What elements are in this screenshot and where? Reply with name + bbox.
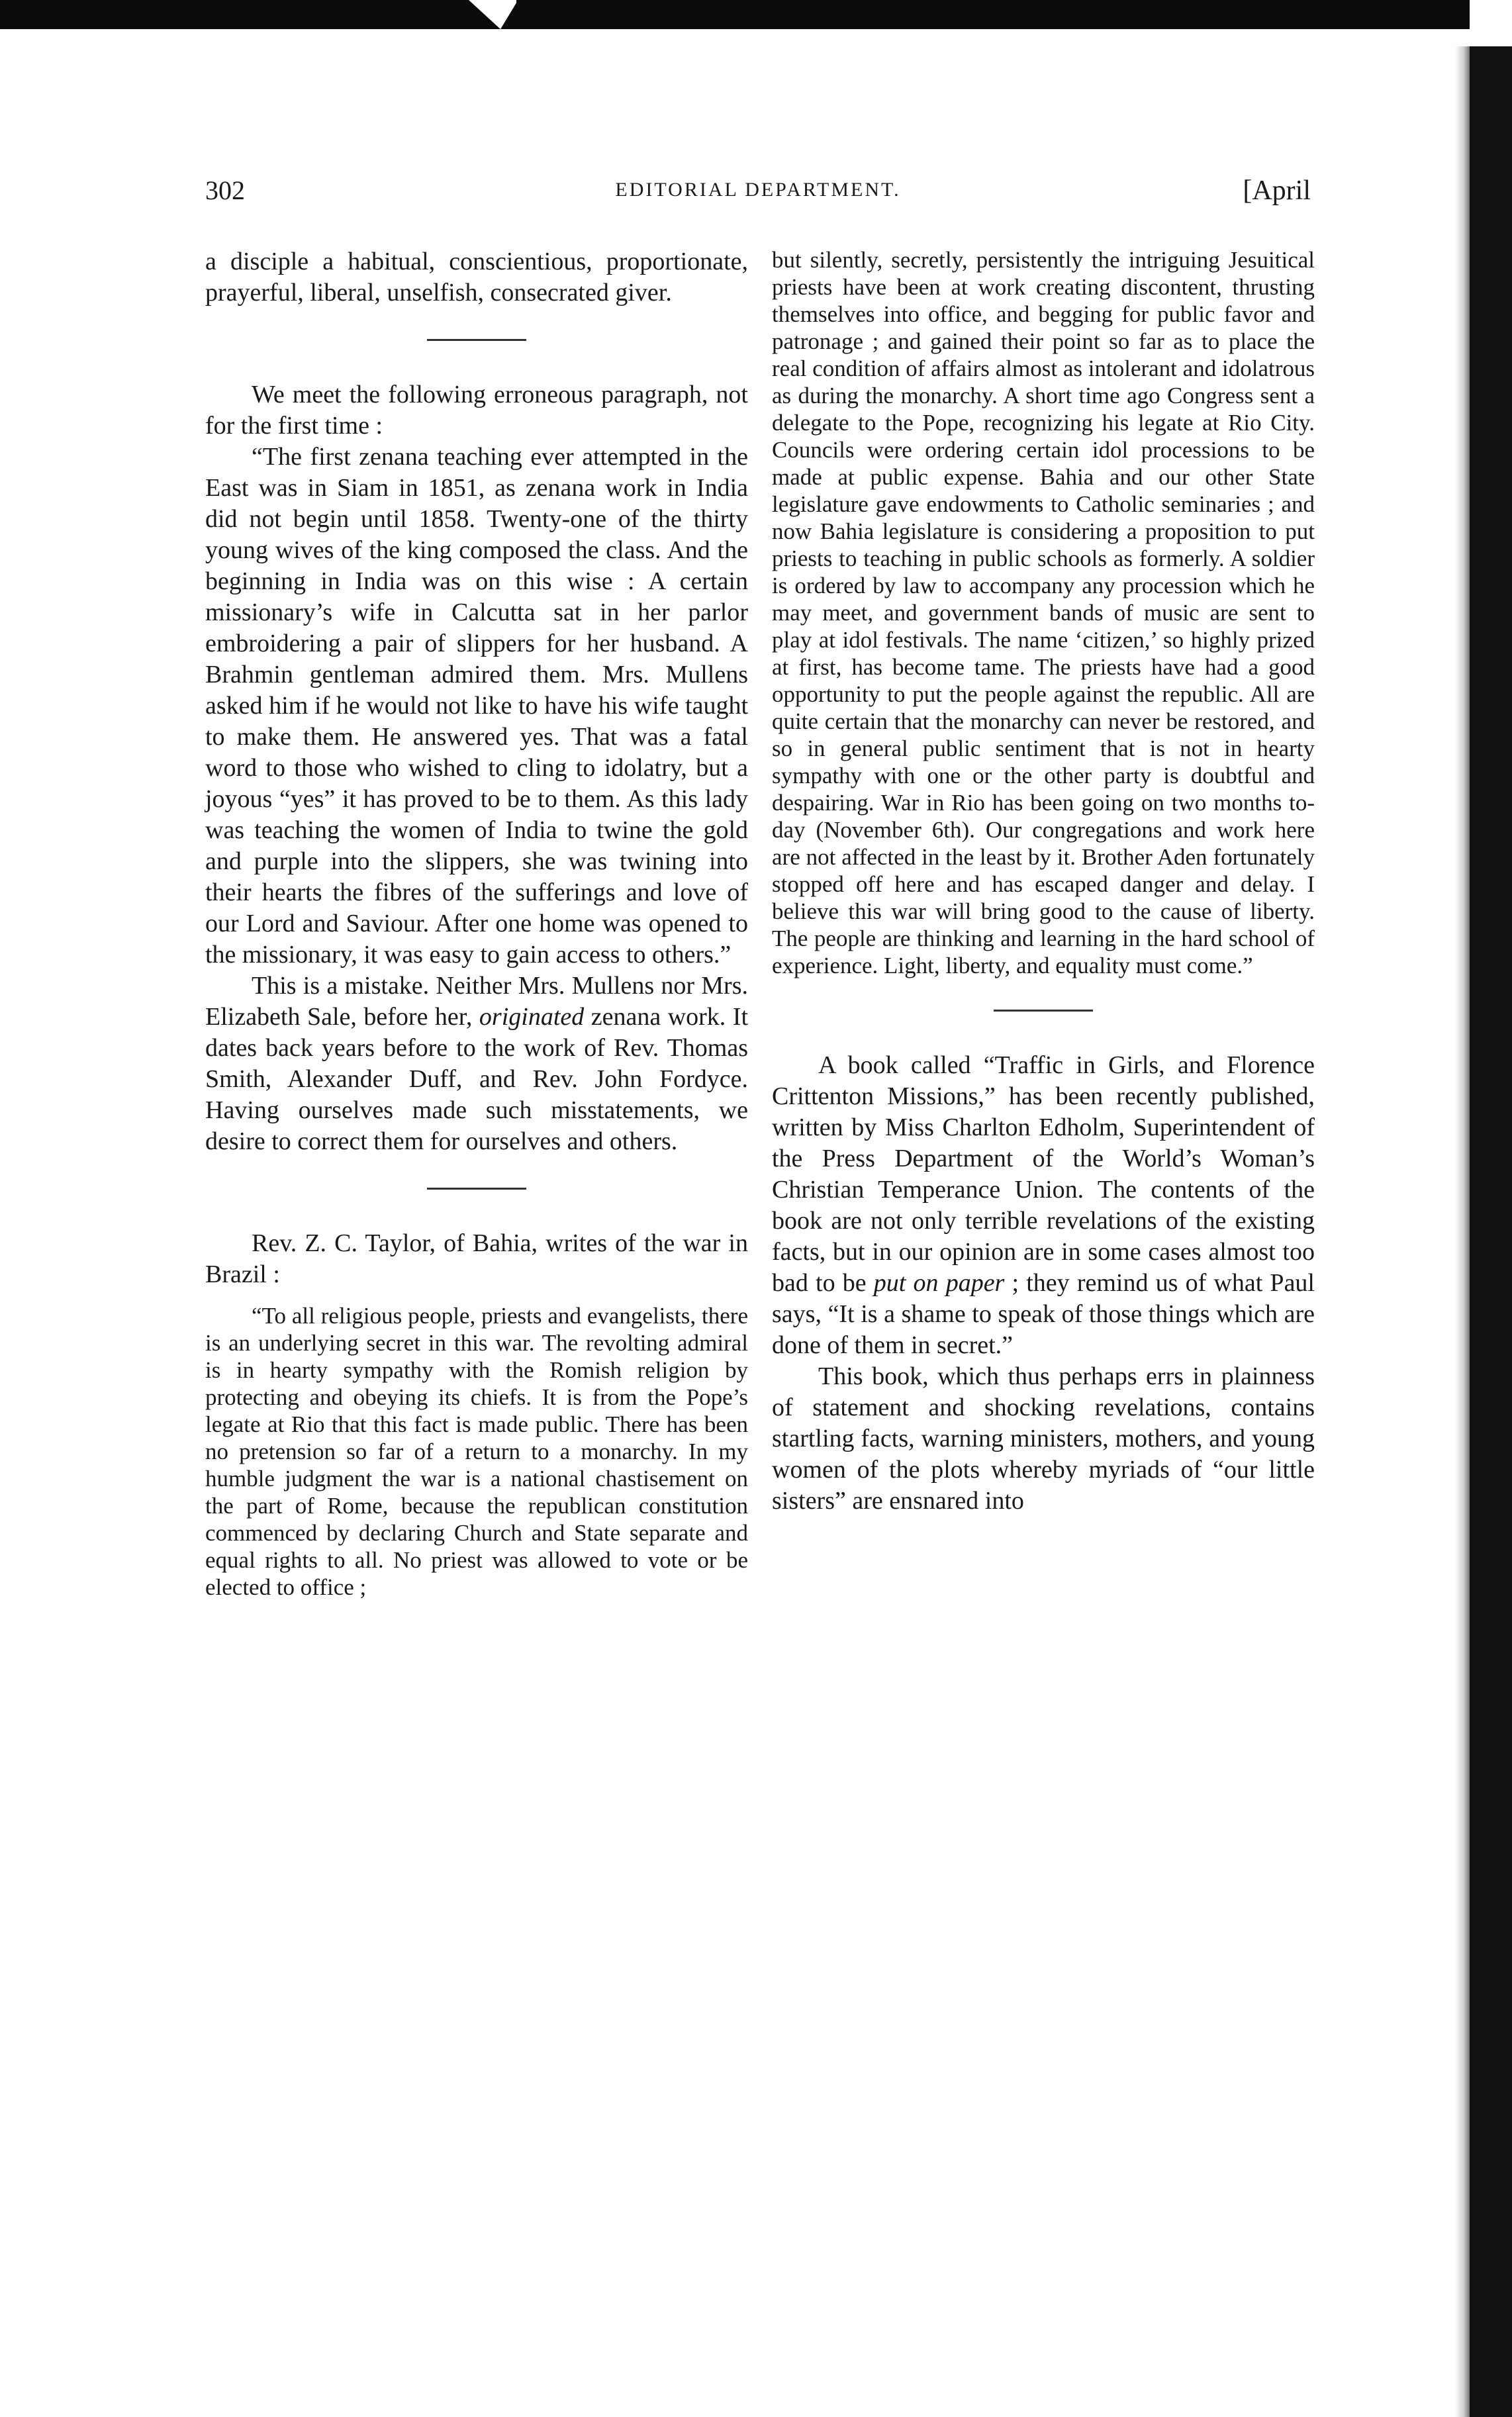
quoted-paragraph: “The first zenana teaching ever attempted in the East was in Siam in 1851, as zenana work in India did not begin until 1858. Twenty-one of the thirty young wives of the king composed the class. And the beginning in India was on this wise : A certain missionary’s wife in Calcutta sat in her parlor embroidering a pair of slippers for her husband. A Brahmin gentleman admired them. Mrs. Mullens asked him if he would not like to have his wife taught to make them. He answered yes. That was a fatal word to those who wished to cling to idolatry, but a joyous “yes” it has proved to be to them. As this lady was teaching the women of India to twine the gold and purple into the slippers, she was twining into their hearts the fibres of the sufferings and love of our Lord and Saviour. After one home was opened to the missionary, it was easy to gain access to others.”: [205, 443, 748, 969]
section-divider: [427, 1188, 526, 1190]
emphasis-text: put on paper: [873, 1269, 1005, 1297]
paragraph: We meet the following erroneous paragraph, not for the first time :: [205, 381, 748, 440]
quoted-letter-continued: but silently, secretly, persistently the intriguing Jesuitical priests have been at work creating discontent, thrusting themselves into office, and begging for public favor and patronage ; and gained their point so far as to place the real condition of affairs almost as intolerant and idolatrous as during the monarchy. A short time ago Congress sent a delegate to the Pope, recognizing his legate at Rio City. Councils were ordering certain idol processions to be made at public expense. Bahia and our other State legislature gave endowments to Catholic seminaries ; and now Bahia legislature is considering a proposition to put priests to teaching in public schools as formerly. A soldier is ordered by law to accompany any procession which he may meet, and government bands of music are sent to play at idol festivals. The name ‘citizen,’ so highly prized at first, has become tame. The priests have had a good opportunity to put the people against the republic. All are quite certain that the monarchy can never be restored, and so in general public sentiment that is not in hearty sympathy with one or the other party is doubtful and despairing. War in Rio has been going on two months to-day (November 6th). Our congregations and work here are not affected in the least by it. Brother Aden fortunately stopped off here and has escaped danger and delay. I believe this war will bring good to the cause of liberty. The people are thinking and learning in the hard school of experience. Light, liberty, and equality must come.”: [772, 247, 1315, 978]
right-column: [772, 246, 1315, 1517]
section-divider: [994, 1010, 1093, 1012]
spacer: [205, 1290, 748, 1302]
text-run: A book called “Traffic in Girls, and Florence Crittenton Missions,” has been recently published, written by Miss Charlton Edholm, Superintendent of the Press Department of the World’s Woman’s Christian Temperance Union. The contents of the book are not only terrible revelations of the existing facts, but in our opinion are in some cases almost too bad to be: [772, 1051, 1315, 1297]
paragraph: This book, which thus perhaps errs in plainness of statement and shocking revelations, contains startling facts, warning ministers, mothers, and young women of the plots whereby myriads of “our little sisters” are ensnared into: [772, 1362, 1315, 1515]
page-header: [205, 175, 1311, 214]
scan-top-border: [0, 0, 1470, 29]
scan-right-border: [1470, 46, 1512, 2417]
paragraph: [772, 1050, 1315, 1361]
page-number: 302: [205, 175, 245, 205]
text-run: This is a mistake. Neither Mrs. Mullens nor Mrs. Elizabeth Sale, before her,: [205, 972, 748, 1031]
section-divider: [427, 339, 526, 341]
left-column: [205, 246, 748, 1601]
running-head: EDITORIAL DEPARTMENT.: [615, 179, 901, 201]
text-run: ; they remind us of what Paul says, “It is a shame to speak of those things which are done of them in secret.”: [772, 1269, 1315, 1359]
quoted-letter: “To all religious people, priests and evangelists, there is an underlying secret in this war. The revolting admiral is in hearty sympathy with the Romish religion by protecting and obeying its chiefs. It is from the Pope’s legate at Rio that this fact is made public. There has been no pretension so far of a return to a monarchy. In my humble judgment the war is a national chastisement on the part of Rome, because the republican constitution commenced by declaring Church and State separate and equal rights to all. No priest was allowed to vote or be elected to office ;: [205, 1303, 748, 1600]
page-month: [April: [1243, 175, 1311, 206]
paragraph: [205, 971, 748, 1157]
emphasis-text: originated: [479, 1003, 585, 1031]
scan-page-edge-shadow: [1455, 46, 1470, 2417]
text-run: zenana work. It dates back years before to the work of Rev. Thomas Smith, Alexander Duff, and Rev. John Fordyce. Having ourselves made such misstatements, we desire to correct them for ourselves and others.: [205, 1003, 748, 1155]
paragraph: Rev. Z. C. Taylor, of Bahia, writes of the war in Brazil :: [205, 1229, 748, 1288]
paragraph: a disciple a habitual, conscientious, proportionate, prayerful, liberal, unselfish, consecrated giver.: [205, 248, 748, 307]
